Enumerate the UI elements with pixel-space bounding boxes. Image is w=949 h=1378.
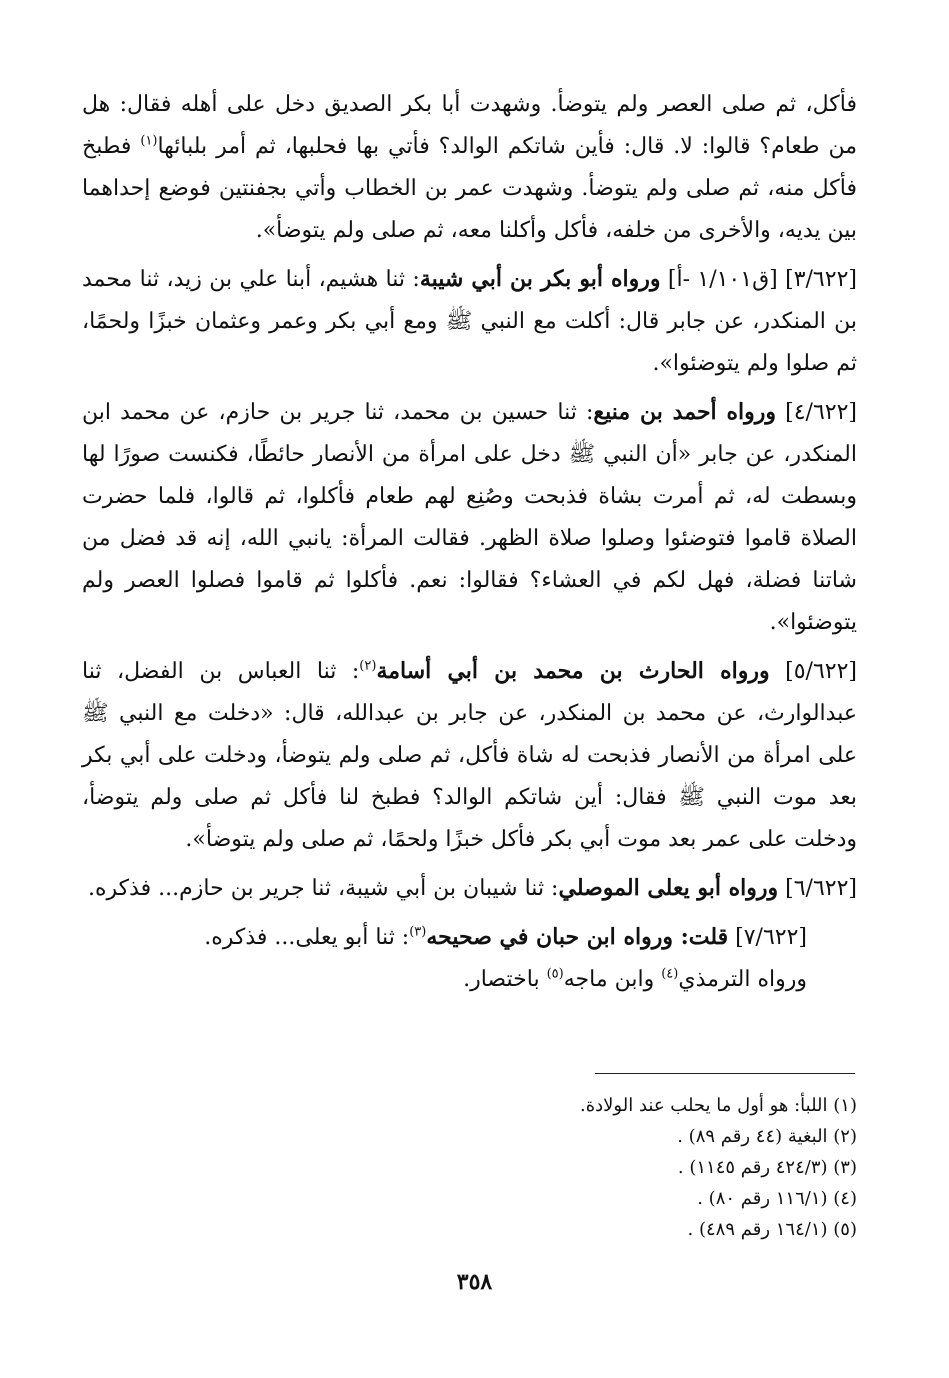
paragraph-text: : ثنا العباس بن الفضل، ثنا عبدالوارث، عن محمد بن المنكدر، عن جابر بن عبدالله، قال: «دخلت مع النبي ﷺ على امرأة من الأنصار فذبحت له شاة فأكل، ثم صلى ولم يتوضأ، ودخلت على أبي بكر بعد موت النبي ﷺ فقال: أين شاتكم الوالد؟ فطبخ لنا فأكل ثم صلى ولم يتوضأ، ودخلت على عمر بعد موت أبي بكر فأكل خبزًا ولحمًا، ثم صلى ولم يتوضأ». bbox=[82, 659, 857, 852]
footnote: (٥) (١٦٤/١ رقم ٤٨٩) . bbox=[687, 1219, 857, 1240]
paragraph-text-continued: فطبخ فأكل منه، ثم صلى ولم يتوضأ. وشهدت عمر بن الخطاب وأتي بجفنتين فوضع إحداهما بين يديه، والأخرى من خلفه، فأكل وأكلنا معه، ثم صلى ولم يتوضأ». bbox=[82, 134, 857, 243]
footnote: (٣) (٤٢٤/٣ رقم ١١٤٥) . bbox=[677, 1157, 857, 1178]
paragraph-1 bbox=[82, 84, 857, 252]
paragraph-text: : ثنا شيبان بن أبي شيبة، ثنا جرير بن حازم... فذكره. bbox=[87, 876, 559, 901]
footnote-marker: (٢) bbox=[359, 658, 377, 674]
hadith-ref: [٥/٦٢٢] bbox=[769, 659, 857, 684]
paragraph-3 bbox=[82, 391, 857, 644]
footnote-marker: (٤) bbox=[661, 966, 679, 982]
narrator-heading: ورواه أحمد بن منيع bbox=[593, 399, 776, 425]
line-text: ورواه الترمذي bbox=[678, 967, 807, 992]
footnote: (٤) (١١٦/١ رقم ٨٠) . bbox=[697, 1188, 857, 1209]
narrator-heading: ورواه الحارث بن محمد بن أبي أسامة bbox=[376, 658, 770, 684]
footnote-marker: (١) bbox=[140, 133, 158, 149]
hadith-ref: [٣/٦٢٢] [ق١/١٠١ -أ] bbox=[660, 267, 857, 292]
narrator-heading: ورواه أبو يعلى الموصلي bbox=[558, 875, 779, 901]
narrator-heading: قلت: ورواه ابن حبان في صحيحه bbox=[426, 924, 729, 950]
footnotes bbox=[297, 1090, 857, 1245]
paragraph-text: : ثنا هشيم، أبنا علي بن زيد، ثنا محمد بن المنكدر، عن جابر قال: أكلت مع النبي ﷺ ومع أبي بكر وعمر وعثمان خبزًا ولحمًا، ثم صلوا ولم يتوضئوا». bbox=[82, 267, 857, 376]
narrator-heading: ورواه أبو بكر بن أبي شيبة bbox=[419, 266, 661, 292]
paragraph-4 bbox=[82, 650, 857, 861]
page-number: ٣٥٨ bbox=[456, 1269, 493, 1295]
hadith-ref: [٤/٦٢٢] bbox=[776, 400, 858, 425]
line-text: باختصار. bbox=[463, 967, 547, 992]
hadith-ref: [٧/٦٢٢] bbox=[728, 925, 807, 950]
paragraph-2 bbox=[82, 258, 857, 385]
body-text bbox=[82, 84, 857, 1007]
paragraph-text: : ثنا أبو يعلى... فذكره. bbox=[204, 925, 410, 950]
footnote-marker: (٥) bbox=[546, 966, 564, 982]
footnote-separator bbox=[595, 1073, 855, 1074]
footnote: (٢) البغية (٤٤ رقم ٨٩) . bbox=[677, 1126, 857, 1147]
paragraph-6 bbox=[82, 916, 857, 1001]
paragraph-5 bbox=[82, 867, 857, 910]
paragraph-text: : ثنا حسين بن محمد، ثنا جرير بن حازم، عن محمد ابن المنكدر، عن جابر «أن النبي ﷺ دخل على امرأة من الأنصار حائطًا، فكنست صورًا لها وبسطت له، ثم أمرت بشاة فذبحت وصُنِع لهم طعام فأكلوا، ثم قالوا، فلما حضرت الصلاة قاموا فتوضئوا وصلوا صلاة الظهر. فقالت المرأة: يانبي الله، إنه قد فضل من شاتنا فضلة، فهل لكم في العشاء؟ فقالوا: نعم. فأكلوا ثم قاموا فصلوا العصر ولم يتوضئوا». bbox=[82, 400, 857, 635]
paragraph-text: فأكل، ثم صلى العصر ولم يتوضأ. وشهدت أبا بكر الصديق دخل على أهله فقال: هل من طعام؟ قالوا: لا. قال: فأين شاتكم الوالد؟ فأتي بها فحلبها، ثم أمر بلبائها bbox=[82, 92, 857, 159]
line-text: وابن ماجه bbox=[563, 967, 662, 992]
footnote: (١) اللبأ: هو أول ما يحلب عند الولادة. bbox=[580, 1095, 857, 1116]
footnote-marker: (٣) bbox=[409, 924, 427, 940]
hadith-ref: [٦/٦٢٢] bbox=[778, 876, 857, 901]
